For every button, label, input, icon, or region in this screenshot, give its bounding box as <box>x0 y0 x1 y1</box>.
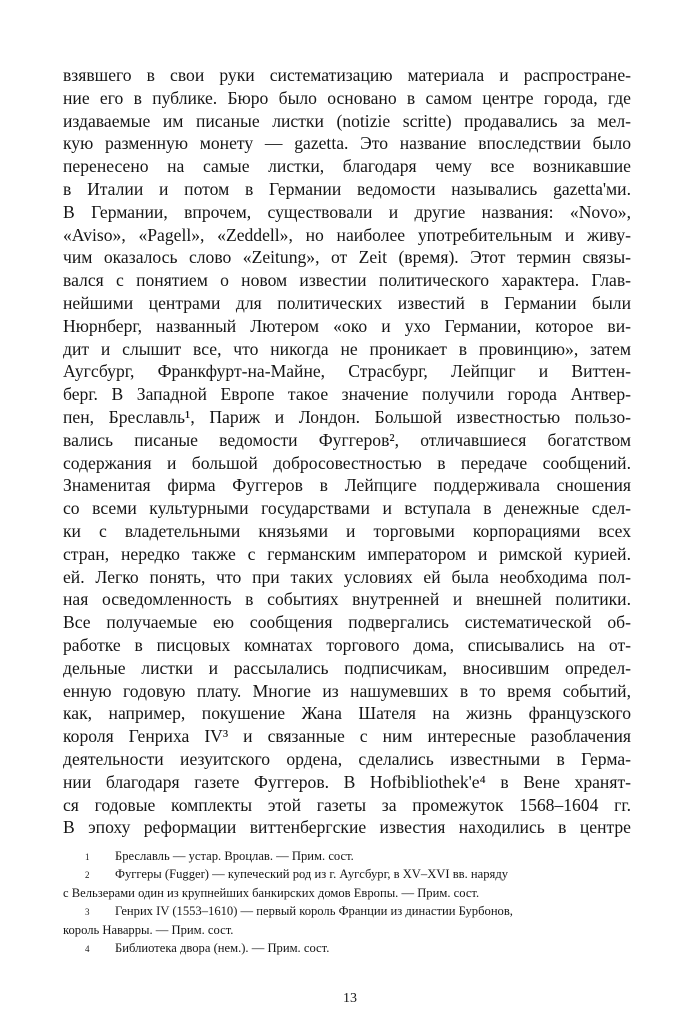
text-line: ки с владетельными князьями и торговыми корпорациями всех <box>63 520 631 541</box>
text-line: Нюрнберг, названный Лютером «око и ухо Германии, которое ви- <box>63 315 631 336</box>
text-line: издаваемые им писаные листки (notizie scritte) продавались за мел- <box>63 110 631 131</box>
text-line: работке в писцовых комнатах торгового дома, списывались на от- <box>63 634 631 655</box>
text-line: ей. Легко понять, что при таких условиях ей была необходима пол- <box>63 566 631 587</box>
footnote-line: король Наварры. — Прим. сост. <box>63 922 234 937</box>
text-line: стран, нередко также с германским императором и римской курией. <box>63 543 631 564</box>
text-line: Все получаемые ею сообщения подвергались систематической об- <box>63 612 631 633</box>
footnote-number: 2 <box>85 870 90 881</box>
footnotes <box>63 847 631 957</box>
text-line: содержания и большой добросовестностью в передаче сообщений. <box>63 452 631 473</box>
text-line: дельные листки и рассылались подписчикам, вносившим определ- <box>63 657 631 678</box>
text-line: В эпоху реформации виттенбергские известия находились в центре <box>63 817 631 838</box>
footnote-line <box>63 865 631 883</box>
text-line: кую разменную монету — gazetta. Это название впоследствии было <box>63 133 631 154</box>
text-line: ние его в публике. Бюро было основано в самом центре города, где <box>63 87 631 108</box>
text-line: ся годовые комплекты этой газеты за промежуток 1568–1604 гг. <box>63 794 631 815</box>
footnote-number: 4 <box>85 943 90 954</box>
footnote-number: 1 <box>85 852 90 862</box>
text-line: нейшими центрами для политических известий в Германии были <box>63 292 631 313</box>
footnote-text: Генрих IV (1553–1610) — первый король Франции из династии Бурбонов, <box>115 904 513 919</box>
text-line: чим оказалось слово «Zeitung», от Zeit (время). Этот термин связы- <box>63 247 631 268</box>
text-line: ная осведомленность в событиях внутренней и внешней политики. <box>63 589 631 610</box>
text-line: в Италии и потом в Германии ведомости назывались gazetta'ми. <box>63 178 631 199</box>
footnote-text: Фуггеры (Fugger) — купеческий род из г. Аугсбург, в XV–XVI вв. наряду <box>115 867 509 882</box>
text-line: дит и слышит все, что никогда не проникает в провинцию», затем <box>63 338 631 359</box>
footnote-line: с Вельзерами один из крупнейших банкирских домов Европы. — Прим. сост. <box>63 885 480 900</box>
text-line: взявшего в свои руки систематизацию материала и распростране- <box>63 65 631 85</box>
main-text <box>63 64 631 839</box>
text-line: нии благодаря газете Фуггеров. В Hofbibliothek'e⁴ в Вене хранят- <box>63 771 631 792</box>
footnote <box>63 939 631 957</box>
footnote-line <box>63 847 631 865</box>
text-line: берг. В Западной Европе такое значение получили города Антвер- <box>63 384 631 405</box>
text-line: енную годовую плату. Многие из нашумевших в то время событий, <box>63 680 631 701</box>
footnote-number: 3 <box>85 907 90 918</box>
footnote <box>63 902 631 939</box>
text-line: вались писаные ведомости Фуггеров², отличавшиеся богатством <box>63 429 631 450</box>
page-number: 13 <box>343 991 357 1006</box>
text-line: короля Генриха IV³ и связанные с ним интересные разоблачения <box>63 726 631 747</box>
footnote-line <box>63 939 631 957</box>
footnote-text: Библиотека двора (нем.). — Прим. сост. <box>115 940 330 955</box>
text-line: деятельности иезуитского ордена, сделались известными в Герма- <box>63 748 631 769</box>
text-line: со всеми культурными государствами и вступала в денежные сдел- <box>63 498 631 519</box>
text-line: вался с понятием о новом известии политического характера. Глав- <box>63 270 631 291</box>
text-line: Аугсбург, Франкфурт-на-Майне, Страсбург, Лейпциг и Виттен- <box>63 361 631 382</box>
text-line: перенесено на самые листки, благодаря чему все возникавшие <box>63 156 631 177</box>
text-line: пен, Бреславль¹, Париж и Лондон. Большой известностью пользо- <box>63 406 631 427</box>
text-line: В Германии, впрочем, существовали и другие названия: «Novo», <box>63 201 631 222</box>
text-line: Знаменитая фирма Фуггеров в Лейпциге поддерживала сношения <box>63 475 631 496</box>
footnote-line <box>63 902 631 920</box>
footnote-text: Бреславль — устар. Вроцлав. — Прим. сост. <box>115 849 354 863</box>
text-line: как, например, покушение Жана Шателя на жизнь французского <box>63 703 631 724</box>
footnote <box>63 847 631 865</box>
text-line: «Aviso», «Pagell», «Zeddell», но наиболее употребительным и живу- <box>63 224 631 245</box>
footnote <box>63 865 631 902</box>
